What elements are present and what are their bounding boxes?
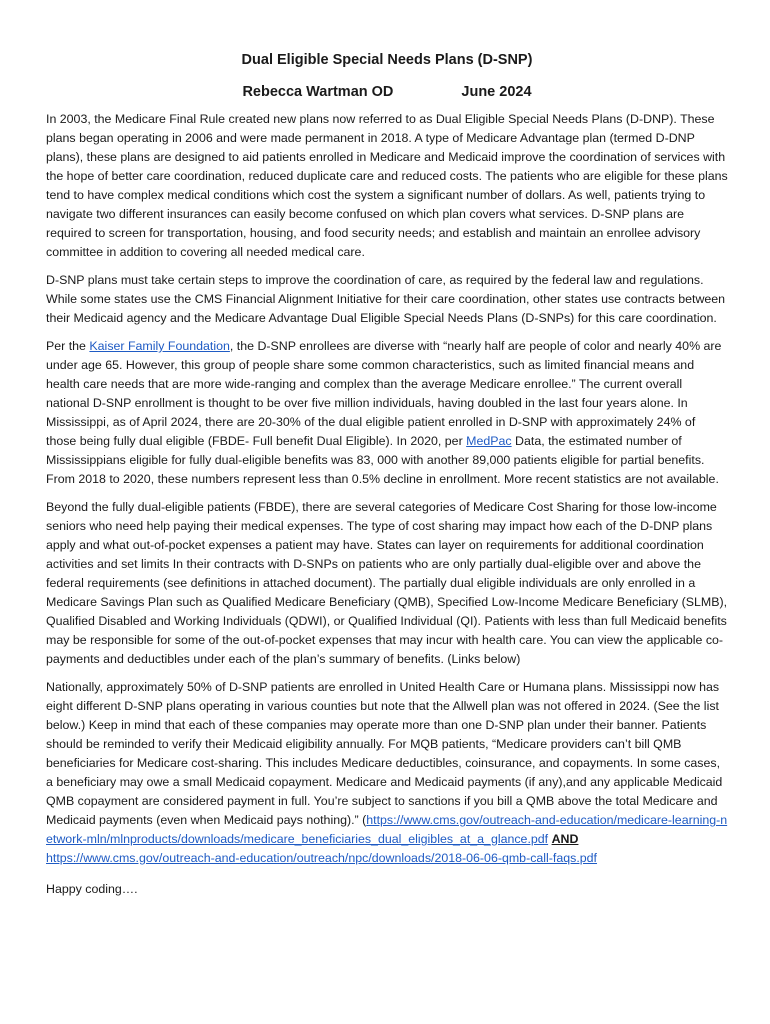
paragraph-enrollment [46, 337, 728, 489]
text-segment: Per the [46, 339, 90, 353]
closing-line: Happy coding…. [46, 882, 138, 896]
paragraph-coordination: D-SNP plans must take certain steps to improve the coordination of care, as required by the federal law and regulations. While some states use the CMS Financial Alignment Initiative for their care coordination, other states use contracts between their Medicaid agency and the Medicare Advantage Dual Eligible Special Needs Plans (D-SNPs) for this care coordination. [46, 273, 726, 325]
paragraph-cost-sharing: Beyond the fully dual-eligible patients (FBDE), there are several categories of Medicare Cost Sharing for those low-income seniors who need help paying their medical expenses. The type of cost sharing may impact how each of the D-DNP plans apply and what out-of-pocket expenses a patient may have. States can layer on requirements for additional coordination activities and set limits In their contracts with D-SNPs on patients who are only partially dual-eligible over and above the federal requirements (see definitions in attached document). The partially dual eligible individuals are only enrolled in a Medicare Savings Plan such as Qualified Medicare Beneficiary (QMB), Specified Low-Income Medicare Beneficiary (SLMB), Qualified Disabled and Working Individuals (QDWI), or Qualified Individual (QI). Patients with less than full Medicaid benefits may be responsible for some of the out-of-pocket expenses that may incur with health care. You can view the applicable co-payments and deductibles under each of the plan’s summary of benefits. (Links below) [46, 500, 728, 666]
medpac-link[interactable]: MedPac [466, 434, 512, 448]
cms-qmb-faq-link[interactable]: https://www.cms.gov/outreach-and-education/outreach/npc/downloads/2018-06-06-qmb-call-faqs.pdf [46, 851, 598, 865]
text-segment: Data, the estimated number of Mississippians eligible for fully dual-eligible benefits was 83, 000 with another 89,000 patients eligible for partial benefits. From 2018 to 2020, these numbers represent less than 0.5% decline in enrollment. More recent statistics are not available. [46, 434, 719, 486]
and-connector: AND [551, 832, 579, 846]
paragraph-plans [46, 678, 728, 868]
author-name: Rebecca Wartman OD [242, 84, 394, 100]
publication-date: June 2024 [461, 84, 532, 100]
paragraph-intro: In 2003, the Medicare Final Rule created new plans now referred to as Dual Eligible Special Needs Plans (D-DNP). These plans began operating in 2006 and were made permanent in 2018. A type of Medicare Advantage plan (termed D-DNP plans), these plans are designed to aid patients enrolled in Medicare and Medicaid improve the coordination of services with the hope of better care coordination, reduced duplicate care and reduced costs. The patients who are eligible for these plans tend to have complex medical conditions which cost the system a significant number of dollars. As well, patients trying to navigate two different insurances can easily become confused on which plan covers what services. D-SNP plans are required to screen for transportation, housing, and food security needs; and establish and maintain an enrollee advisory committee in addition to covering all needed medical care. [46, 112, 728, 259]
byline [46, 82, 728, 102]
document-title: Dual Eligible Special Needs Plans (D-SNP) [241, 52, 533, 68]
cms-dual-eligibles-link[interactable]: https://www.cms.gov/outreach-and-education/medicare-learning-network-mln/mlnproducts/downloads/medicare_beneficiaries_dual_eligibles_at_a_glance.pdf [46, 813, 728, 846]
text-segment: , the D-SNP enrollees are diverse with “nearly half are people of color and nearly 40% are under age 65. However, this group of people share some common characteristics, such as limited financial means and health care needs that are more wide-ranging and complex than the average Medicare enrollee.” The current overall national D-SNP enrollment is thought to be over five million individuals, having doubled in the last four years alone. In Mississippi, as of April 2024, there are 20-30% of the dual eligible patient enrolled in D-SNP with approximately 24% of those being fully dual eligible (FBDE- Full benefit Dual Eligible). In 2020, per [46, 339, 722, 448]
text-segment: Nationally, approximately 50% of D-SNP patients are enrolled in United Health Care or Humana plans. Mississippi now has eight different D-SNP plans operating in various counties but note that the Allwell plan was not offered in 2024. (See the list below.) Keep in mind that each of these companies may operate more than one D-SNP plan under their banner. Patients should be reminded to verify their Medicaid eligibility annually. For MQB patients, “Medicare providers can’t bill QMB beneficiaries for Medicare cost-sharing. This includes Medicare deductibles, coinsurance, and copayments. In some cases, a beneficiary may owe a small Medicaid copayment. Medicare and Medicaid payments (if any),and any applicable Medicaid QMB copayment are considered payment in full. You’re subject to sanctions if you bill a QMB above the total Medicare and Medicaid payments (even when Medicaid pays nothing).” ( [46, 680, 723, 827]
kaiser-family-foundation-link[interactable]: Kaiser Family Foundation [89, 339, 230, 353]
